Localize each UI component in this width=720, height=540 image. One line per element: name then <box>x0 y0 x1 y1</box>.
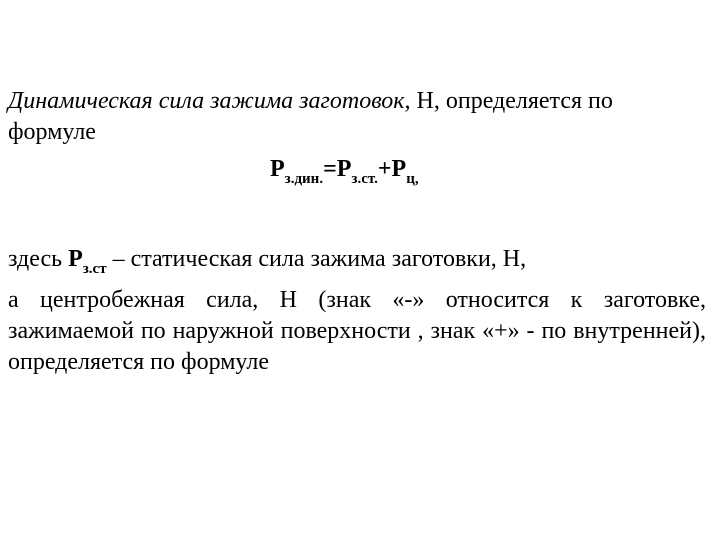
formula-equals-p-st: =Р <box>323 156 352 182</box>
formula-sub-dyn: з.дин. <box>284 171 324 187</box>
intro-paragraph <box>8 86 706 148</box>
formula-plus-p-c: +Р <box>377 156 407 182</box>
explanation-rest: а центробежная сила, Н (знак «-» относится к заготовке, зажимаемой по наружной поверхности , знак «+» - по внутренней), определяется по формуле <box>8 287 706 375</box>
intro-italic-text: Динамическая сила зажима заготовок, <box>8 88 411 114</box>
explanation-paragraph <box>8 244 706 378</box>
formula-sub-c: ц, <box>406 171 419 187</box>
explanation-symbol-sub: з.ст <box>82 261 107 277</box>
dynamic-force-formula <box>270 154 419 195</box>
formula-sub-st: з.ст. <box>351 171 378 187</box>
intro-rest-text: Н, определяется по формуле <box>8 88 613 145</box>
explanation-line1-rest: – статическая сила зажима заготовки, Н, <box>106 246 527 272</box>
formula-p-dyn: Р <box>270 156 285 182</box>
explanation-symbol: Р <box>68 246 83 272</box>
explanation-lead: здесь <box>8 246 69 272</box>
